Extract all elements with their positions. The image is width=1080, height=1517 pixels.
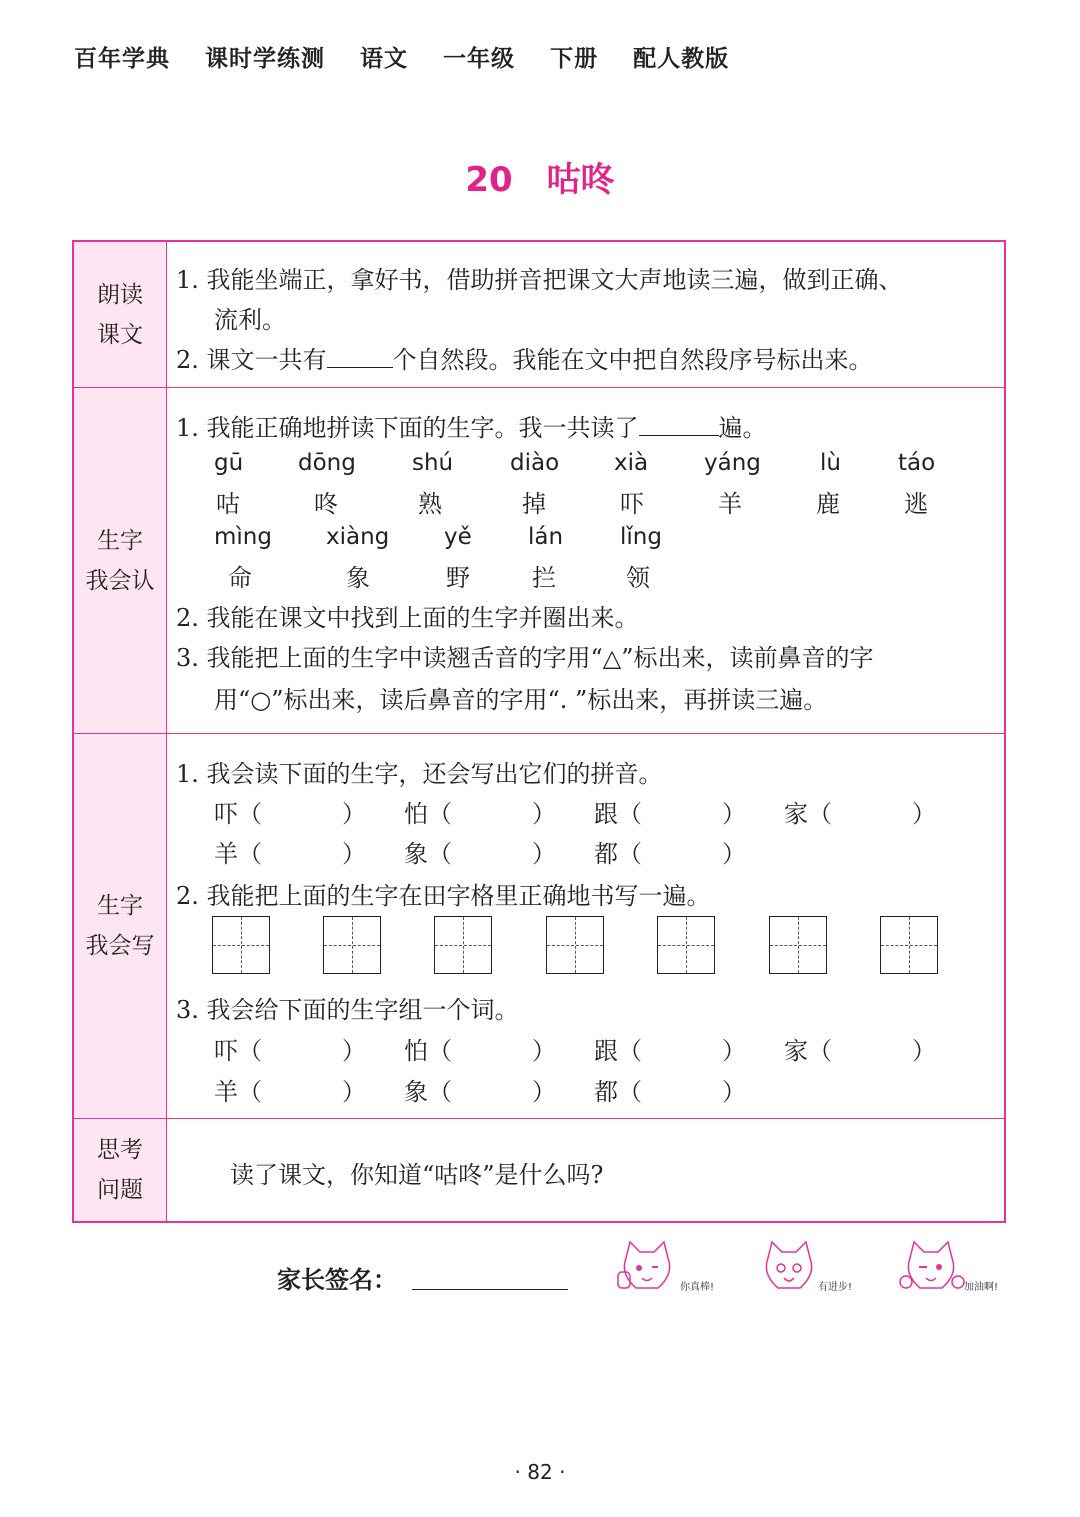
hanzi: 野 <box>446 564 470 592</box>
section-label <box>74 388 167 733</box>
pinyin: lǐng <box>620 524 662 550</box>
read-item-2 <box>176 340 873 375</box>
header-part: 下册 <box>550 46 599 72</box>
pinyin: lù <box>820 450 841 476</box>
parent-sign-field[interactable] <box>412 1289 568 1290</box>
answer-blank[interactable] <box>639 413 719 436</box>
header-part: 课时学练测 <box>205 46 326 72</box>
recognize-item-1-text: 遍。 <box>718 414 767 442</box>
tianzige-grid[interactable] <box>546 916 604 974</box>
paren: ） <box>722 840 746 868</box>
char: 跟 <box>594 1037 618 1065</box>
label-line: 课文 <box>97 321 143 348</box>
paren: （ <box>238 840 262 868</box>
hanzi: 拦 <box>532 564 556 592</box>
paren: ） <box>532 1078 556 1106</box>
paren: （ <box>618 840 642 868</box>
parent-sign-label: 家长签名： <box>277 1266 397 1294</box>
tianzige-grid[interactable] <box>657 916 715 974</box>
char: 羊 <box>214 840 238 868</box>
read-item-2-text: 2. 课文一共有 <box>176 346 327 374</box>
char-pinyin-slot <box>594 834 746 869</box>
char: 都 <box>594 840 618 868</box>
header-part: 百年学典 <box>74 46 170 72</box>
section-label <box>74 734 167 1118</box>
section-label <box>74 242 167 387</box>
section-read <box>74 242 1004 388</box>
paren: （ <box>428 1078 452 1106</box>
paren: ） <box>532 1037 556 1065</box>
pinyin: dōng <box>298 450 356 476</box>
char-pinyin-slot <box>214 794 366 829</box>
char-word-slot <box>404 1072 556 1107</box>
char-word-slot <box>214 1031 366 1066</box>
book-header <box>74 40 755 73</box>
tianzige-grid[interactable] <box>434 916 492 974</box>
recognize-item-3: 3. 我能把上面的生字中读翘舌音的字用“△”标出来，读前鼻音的字 <box>176 644 874 672</box>
paren: ） <box>342 1078 366 1106</box>
section-think <box>74 1119 1004 1221</box>
char-pinyin-slot <box>214 834 366 869</box>
hanzi: 咚 <box>314 490 338 518</box>
char-word-slot <box>784 1031 936 1066</box>
pinyin: yáng <box>704 450 761 476</box>
cat-face-icon <box>614 1238 684 1294</box>
write-item-2: 2. 我能把上面的生字在田字格里正确地书写一遍。 <box>176 882 711 910</box>
label-line: 我会认 <box>85 567 155 594</box>
paren: ） <box>912 800 936 828</box>
char: 家 <box>784 1037 808 1065</box>
paren: ） <box>342 840 366 868</box>
char: 象 <box>404 1078 428 1106</box>
char: 都 <box>594 1078 618 1106</box>
header-part: 配人教版 <box>633 46 730 72</box>
cat-sticker-3 <box>898 1238 1008 1298</box>
hanzi: 吓 <box>620 490 644 518</box>
sticker-caption: 你真棒! <box>680 1282 715 1293</box>
read-item-2-text: 个自然段。我能在文中把自然段序号标出来。 <box>392 346 873 374</box>
paren: ） <box>532 840 556 868</box>
paren: （ <box>428 1037 452 1065</box>
char: 吓 <box>214 1037 238 1065</box>
think-question: 读了课文，你知道“咕咚”是什么吗? <box>230 1161 604 1189</box>
cat-sticker-2 <box>756 1238 866 1298</box>
paren: （ <box>428 800 452 828</box>
label-line: 朗读 <box>97 281 143 308</box>
paren: （ <box>808 800 832 828</box>
lesson-name: 咕咚 <box>546 160 615 200</box>
pinyin: lán <box>528 524 564 550</box>
sticker-caption: 有进步! <box>818 1282 853 1293</box>
answer-blank[interactable] <box>327 345 393 368</box>
label-line: 思考 <box>97 1137 143 1163</box>
char: 怕 <box>404 800 428 828</box>
header-part: 一年级 <box>443 46 516 72</box>
cat-face-icon <box>756 1238 826 1294</box>
pinyin: yě <box>444 524 472 550</box>
paren: ） <box>342 800 366 828</box>
pinyin: mìng <box>214 524 272 550</box>
section-write <box>74 734 1004 1119</box>
char-word-slot <box>594 1031 746 1066</box>
paren: （ <box>618 1037 642 1065</box>
read-item-1-cont: 流利。 <box>214 306 286 334</box>
char-pinyin-slot <box>594 794 746 829</box>
pinyin: táo <box>898 450 936 476</box>
hanzi: 羊 <box>718 490 742 518</box>
char-word-slot <box>404 1031 556 1066</box>
label-line: 生字 <box>97 527 143 554</box>
pinyin: shú <box>412 450 454 476</box>
hanzi: 命 <box>228 564 252 592</box>
paren: （ <box>238 1037 262 1065</box>
page-number: · 82 · <box>514 1460 566 1484</box>
paren: （ <box>238 1078 262 1106</box>
hanzi: 熟 <box>418 490 442 518</box>
pinyin: gū <box>214 450 244 476</box>
paren: （ <box>808 1037 832 1065</box>
header-part: 语文 <box>360 46 409 72</box>
char-pinyin-slot <box>784 794 936 829</box>
section-label <box>74 1119 167 1221</box>
lesson-number: 20 <box>465 160 513 200</box>
tianzige-grid[interactable] <box>212 916 270 974</box>
paren: ） <box>722 1078 746 1106</box>
paren: （ <box>618 1078 642 1106</box>
paren: ） <box>342 1037 366 1065</box>
hanzi: 逃 <box>904 490 928 518</box>
tianzige-grid[interactable] <box>880 916 938 974</box>
recognize-item-1-text: 1. 我能正确地拼读下面的生字。我一共读了 <box>176 414 639 442</box>
pinyin: xiàng <box>326 524 390 550</box>
tianzige-row <box>212 916 952 976</box>
char-pinyin-slot <box>404 834 556 869</box>
char-word-slot <box>214 1072 366 1107</box>
sticker-caption: 加油啊! <box>964 1282 999 1293</box>
lesson-title <box>0 152 1080 201</box>
write-item-3: 3. 我会给下面的生字组一个词。 <box>176 996 519 1024</box>
tianzige-grid[interactable] <box>769 916 827 974</box>
hanzi: 领 <box>626 564 650 592</box>
paren: ） <box>532 800 556 828</box>
char-word-slot <box>594 1072 746 1107</box>
cat-face-icon <box>898 1238 968 1294</box>
paren: （ <box>238 800 262 828</box>
recognize-item-2: 2. 我能在课文中找到上面的生字并圈出来。 <box>176 604 639 632</box>
hanzi: 咕 <box>216 490 240 518</box>
recognize-item-1 <box>176 408 767 443</box>
char: 跟 <box>594 800 618 828</box>
pinyin: diào <box>510 450 560 476</box>
hanzi: 鹿 <box>816 490 840 518</box>
recognize-item-3-cont: 用“○”标出来，读后鼻音的字用“. ”标出来，再拼读三遍。 <box>214 686 828 714</box>
char: 吓 <box>214 800 238 828</box>
char: 怕 <box>404 1037 428 1065</box>
section-recognize <box>74 388 1004 734</box>
label-line: 问题 <box>97 1177 143 1203</box>
label-line: 生字 <box>97 893 143 919</box>
label-line: 我会写 <box>85 933 155 959</box>
cat-sticker-1 <box>614 1238 724 1298</box>
write-item-1: 1. 我会读下面的生字，还会写出它们的拼音。 <box>176 760 663 788</box>
tianzige-grid[interactable] <box>323 916 381 974</box>
read-item-1: 1. 我能坐端正，拿好书，借助拼音把课文大声地读三遍，做到正确、 <box>176 266 903 294</box>
hanzi: 象 <box>346 564 370 592</box>
worksheet-table <box>72 240 1006 1223</box>
paren: ） <box>912 1037 936 1065</box>
pinyin: xià <box>614 450 649 476</box>
paren: （ <box>428 840 452 868</box>
char: 象 <box>404 840 428 868</box>
paren: ） <box>722 800 746 828</box>
paren: （ <box>618 800 642 828</box>
paren: ） <box>722 1037 746 1065</box>
hanzi: 掉 <box>522 490 546 518</box>
char-pinyin-slot <box>404 794 556 829</box>
char: 羊 <box>214 1078 238 1106</box>
char: 家 <box>784 800 808 828</box>
